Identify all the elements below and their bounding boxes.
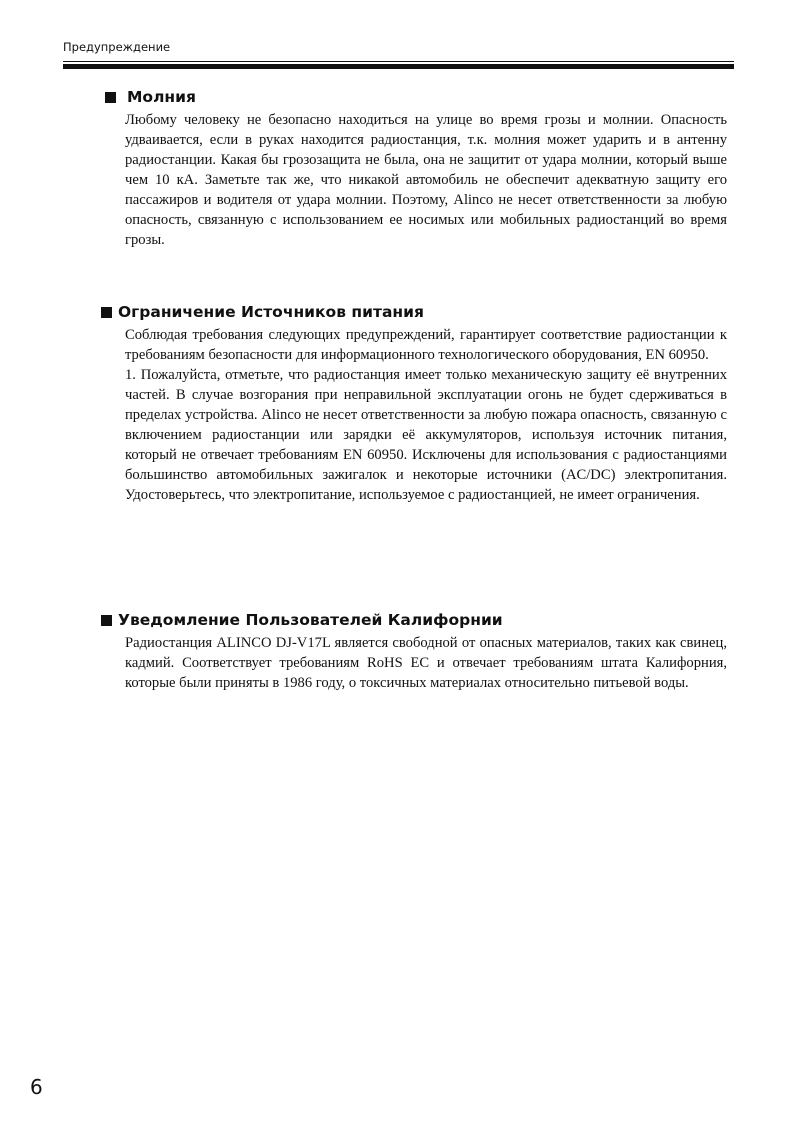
section-paragraph: Соблюдая требования следующих предупреждений, гарантирует соответствие радиостанции к требованиям безопасности для информационного технологического оборудования, EN 60950. <box>125 327 727 363</box>
header-divider-thin <box>63 61 734 62</box>
square-bullet-icon <box>101 615 112 626</box>
section-paragraph: Любому человеку не безопасно находиться на улице во время грозы и молнии. Опасность удваивается, если в руках находится радиостанция, т.к. молния может ударить и в антенну радиостанции. Какая бы грозозащита не была, она не защитит от удара молнии, который выше чем 10 кА. Заметьте так же, что никакой автомобиль не обеспечит адекватную защиту его пассажиров и водителя от удара молнии. Поэтому, Alinco не несет ответственности за любую опасность, связанную с использованием ее носимых или мобильных радиостанций во время грозы. <box>125 112 727 248</box>
section-paragraph: 1. Пожалуйста, отметьте, что радиостанция имеет только механическую защиту её внутренних частей. В случае возгорания при неправильной эксплуатации огонь не будет сдерживаться в пределах устройства. Alinco не несет ответственности за любую пожара опасность, связанную с включением радиостанции или зарядки её аккумуляторов, используя источник питания, который не отвечает требованиям EN 60950. Исключены для использования с радиостанциями большинство автомобильных зажигалок и некоторые источники (AC/DC) электропитания. Удостоверьтесь, что электропитание, используемое с радиостанцией, не имеет ограничения. <box>125 367 727 503</box>
section-california-notice <box>101 610 727 693</box>
header-divider-thick <box>63 64 734 69</box>
section-heading <box>101 302 727 322</box>
square-bullet-icon <box>105 92 116 103</box>
section-heading <box>101 610 727 630</box>
page-number: 6 <box>30 1075 43 1099</box>
section-heading <box>101 87 727 107</box>
section-heading-text: Молния <box>127 88 196 106</box>
square-bullet-icon <box>101 307 112 318</box>
section-power-source-limits <box>101 302 727 505</box>
section-heading-text: Ограничение Источников питания <box>118 303 424 321</box>
section-lightning <box>101 87 727 250</box>
page-header-title: Предупреждение <box>63 40 171 54</box>
section-heading-text: Уведомление Пользователей Калифорнии <box>118 611 503 629</box>
section-paragraph: Радиостанция ALINCO DJ-V17L является свободной от опасных материалов, таких как свинец, кадмий. Соответствует требованиям RoHS EC и отвечает требованиям штата Калифорния, которые были приняты в 1986 году, о токсичных материалах относительно питьевой воды. <box>125 635 727 691</box>
